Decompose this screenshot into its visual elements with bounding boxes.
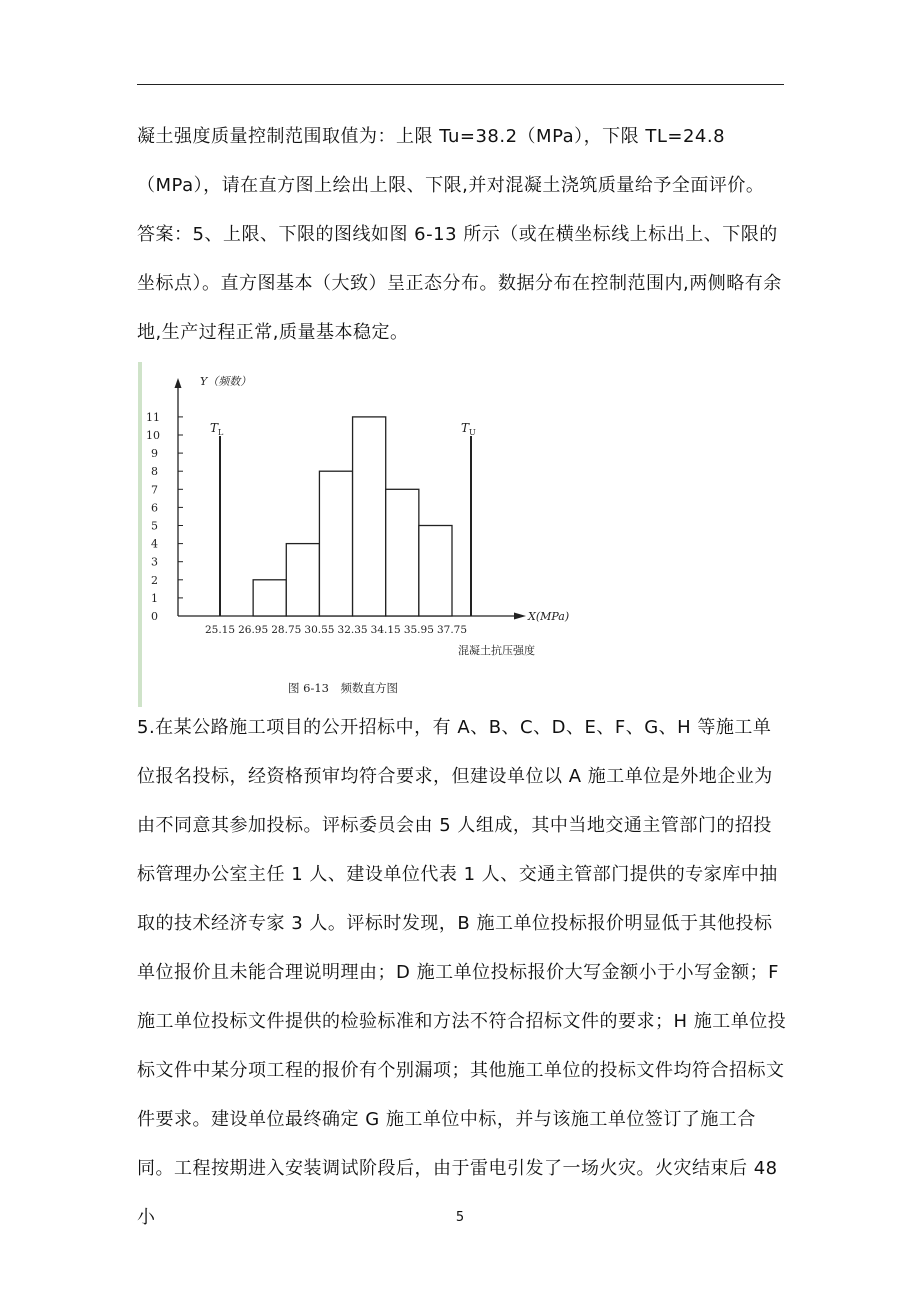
figure-caption: 图 6-13 频数直方图 [288, 681, 398, 695]
x-axis-arrow [514, 613, 526, 620]
x-axis-sublabel: 混凝土抗压强度 [458, 644, 535, 657]
x-tick-label: 25.15 [204, 624, 236, 636]
y-axis-label: Y（频数） [200, 375, 252, 388]
x-axis-label: X(MPa) [528, 610, 570, 623]
y-tick-label: 1 [151, 591, 158, 605]
limit-label-upper: $T_U$ [461, 421, 476, 437]
y-tick-label: 4 [151, 537, 158, 551]
y-tick-label: 0 [151, 610, 158, 623]
x-tick-label: 35.95 [403, 624, 434, 636]
x-tick-label: 30.55 [304, 624, 335, 636]
histogram-bar [353, 417, 386, 616]
histogram-figure [138, 362, 588, 707]
paragraph-3: 5.在某公路施工项目的公开招标中，有 A、B、C、D、E、F、G、H 等施工单位报名投标，经资格预审均符合要求，但建设单位以 A 施工单位是外地企业为由不同意其参加投标。评标委员会由 5 人组成，其中当地交通主管部门的招投标管理办公室主任 1 人、建设单位代表 1 人、交通主管部门提供的专家库中抽取的技术经济专家 3 人。评标时发现，B 施工单位投标报价明显低于其他投标单位报价且未能合理说明理由；D 施工单位投标报价大写金额小于小写金额；F 施工单位投标文件提供的检验标准和方法不符合招标文件的要求；H 施工单位投标文件中某分项工程的报价有个别漏项；其他施工单位的投标文件均符合招标文件要求。建设单位最终确定 G 施工单位中标，并与该施工单位签订了施工合同。工程按期进入安装调试阶段后，由于雷电引发了一场火灾。火灾结束后 48 小 [137, 717, 787, 1228]
histogram-bar [319, 471, 352, 616]
y-tick-label: 8 [151, 465, 158, 479]
x-tick-label: 28.75 [271, 624, 302, 636]
paragraph-1: 凝土强度质量控制范围取值为：上限 Tu=38.2（MPa），下限 TL=24.8（MPa），请在直方图上绘出上限、下限,并对混凝土浇筑质量给予全面评价。 [137, 126, 765, 196]
histogram-chart [142, 362, 588, 707]
header-rule [137, 84, 784, 85]
histogram-bar [386, 489, 419, 616]
y-tick-label: 10 [146, 429, 160, 442]
histogram-bar [419, 526, 452, 617]
limit-label-lower: $T_L$ [210, 421, 224, 437]
y-tick-label: 9 [151, 447, 158, 461]
x-tick-label: 34.15 [370, 624, 401, 636]
x-tick-label: 37.75 [436, 624, 468, 636]
x-tick-label: 26.95 [238, 624, 269, 636]
y-axis-arrow [175, 378, 182, 388]
y-tick-label: 2 [151, 573, 158, 587]
x-tick-label: 32.35 [337, 624, 368, 636]
y-tick-label: 3 [151, 555, 158, 569]
histogram-bar [253, 580, 286, 616]
y-tick-label: 7 [151, 483, 158, 497]
y-tick-label: 5 [151, 519, 158, 533]
histogram-bar [286, 544, 319, 616]
paragraph-2: 答案：5、上限、下限的图线如图 6-13 所示（或在横坐标线上标出上、下限的坐标点）。直方图基本（大致）呈正态分布。数据分布在控制范围内,两侧略有余地,生产过程正常,质量基本稳定。 [137, 224, 782, 343]
page-number: 5 [455, 1210, 465, 1225]
y-tick-label: 11 [146, 410, 160, 424]
y-tick-label: 6 [151, 501, 158, 515]
